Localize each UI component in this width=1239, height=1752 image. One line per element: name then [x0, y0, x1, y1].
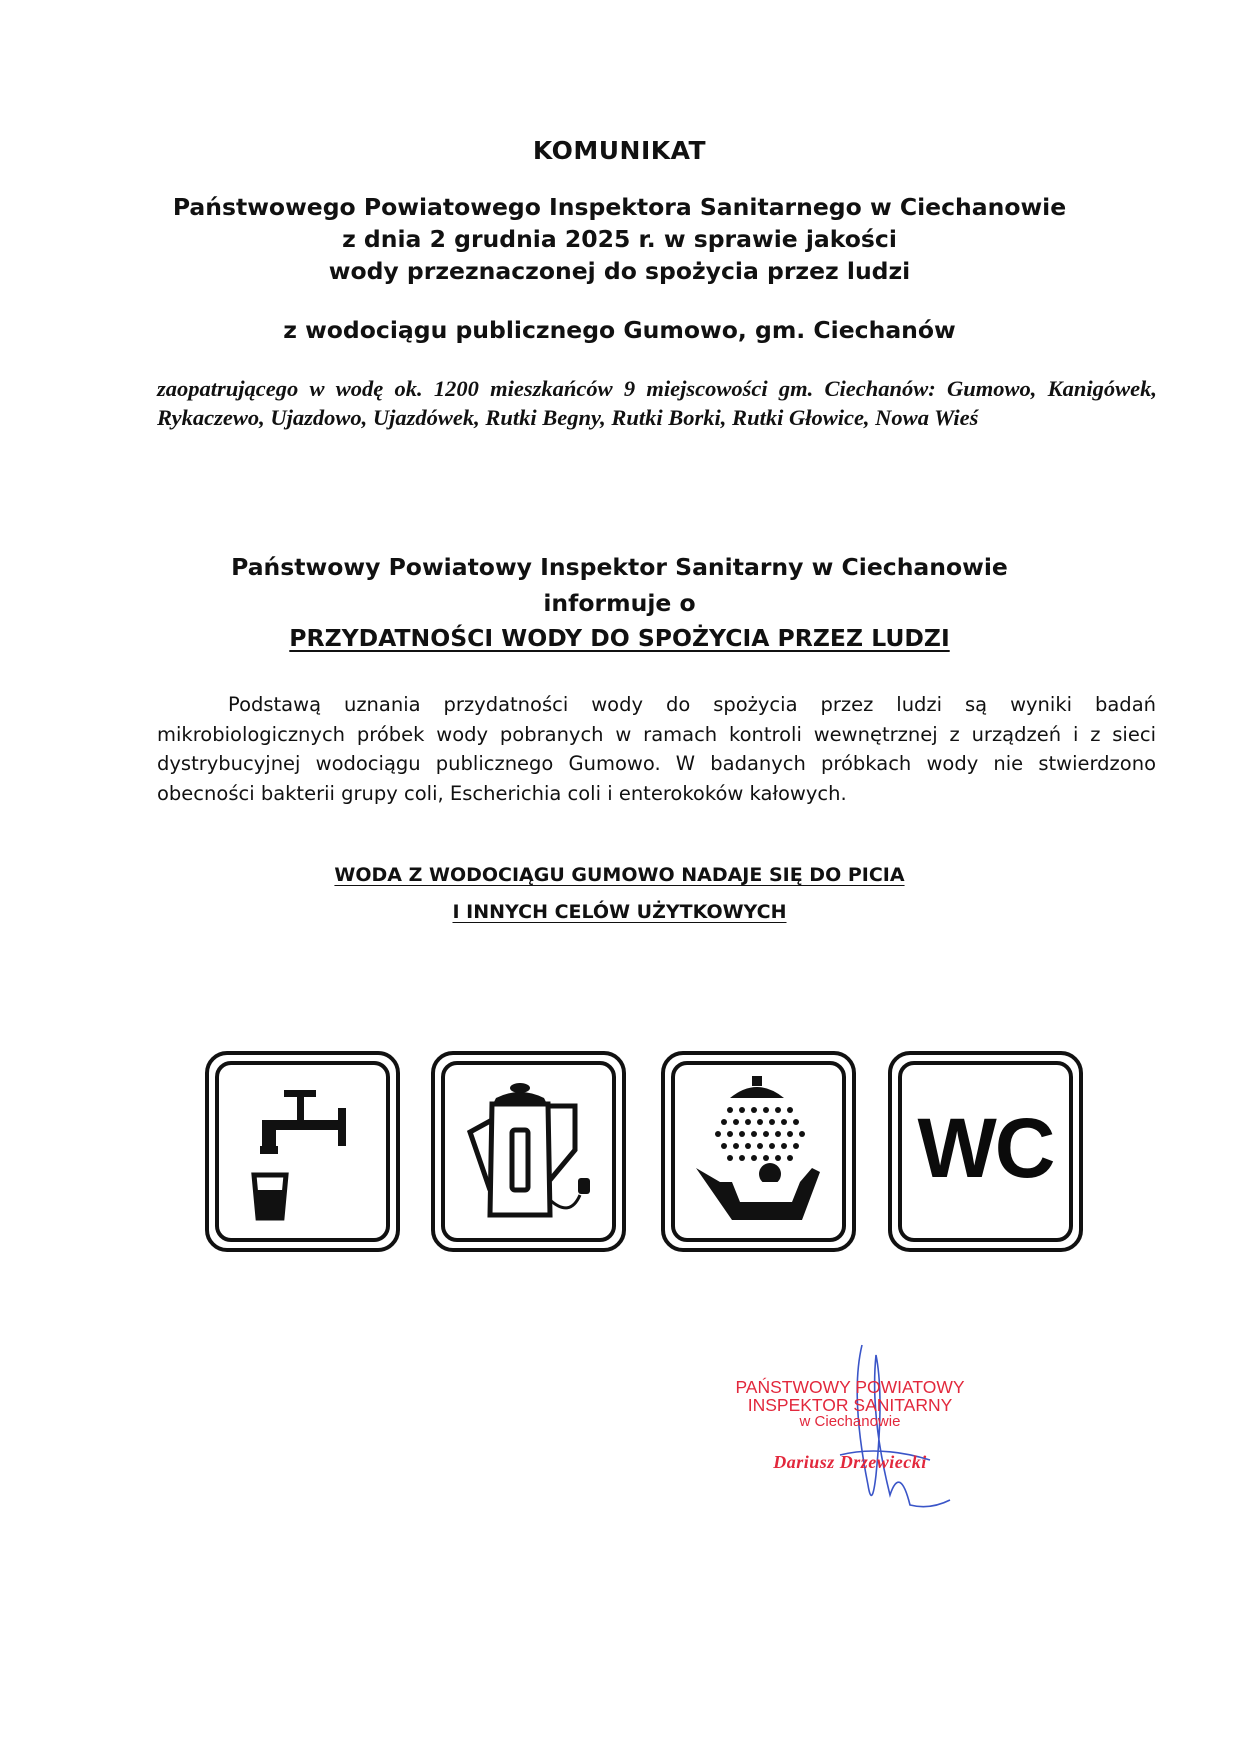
stamp-name: Dariusz Drzewiecki — [773, 1452, 927, 1472]
suitability-heading: PRZYDATNOŚCI WODY DO SPOŻYCIA PRZEZ LUDZI — [289, 624, 950, 652]
subtitle-line-3: wody przeznaczonej do spożycia przez ludzi — [328, 257, 911, 285]
tap-water-glass-icon — [204, 1050, 401, 1253]
subtitle-line-1: Państwowego Powiatowego Inspektora Sanitarnego w Ciechanowie — [172, 193, 1067, 221]
subtitle-line-2: z dnia 2 grudnia 2025 r. w sprawie jakości — [342, 225, 897, 253]
inspector-line: Państwowy Powiatowy Inspektor Sanitarny w Ciechanowie — [231, 553, 1008, 581]
wc-label: WC — [917, 1101, 1054, 1195]
document-title: KOMUNIKAT — [532, 136, 707, 165]
supply-area-text: zaopatrującego w wodę ok. 1200 mieszkańców 9 miejscowości gm. Ciechanów: Gumowo, Kanigówek, Rykaczewo, Ujazdowo, Ujazdówek, Rutki Begny, Rutki Borki, Rutki Głowice, Nowa Wieś — [157, 376, 1157, 430]
stamp-line-3: w Ciechanowie — [799, 1413, 901, 1430]
wc-icon — [887, 1050, 1084, 1253]
body-paragraph: Podstawą uznania przydatności wody do spożycia przez ludzi są wyniki badań mikrobiologicznych próbek wody pobranych w ramach kontroli wewnętrznej z urządzeń i z sieci dystrybucyjnej wodociągu publicznego Gumowo. W badanych próbkach wody nie stwierdzono obecności bakterii grupy coli, Escherichia coli i enterokoków kałowych. — [157, 693, 1156, 805]
verdict-line-1: WODA Z WODOCIĄGU GUMOWO NADAJE SIĘ DO PICIA — [334, 864, 905, 886]
verdict-line-2: I INNYCH CELÓW UŻYTKOWYCH — [452, 901, 787, 923]
shower-bath-icon — [660, 1050, 857, 1253]
stamp-line-1: PAŃSTWOWY POWIATOWY — [735, 1377, 965, 1397]
official-stamp — [700, 1378, 1000, 1473]
electric-kettle-icon — [430, 1050, 627, 1253]
water-source: z wodociągu publicznego Gumowo, gm. Ciechanów — [283, 316, 956, 344]
informs-line: informuje o — [543, 589, 696, 617]
stamp-line-2: INSPEKTOR SANITARNY — [747, 1395, 953, 1415]
